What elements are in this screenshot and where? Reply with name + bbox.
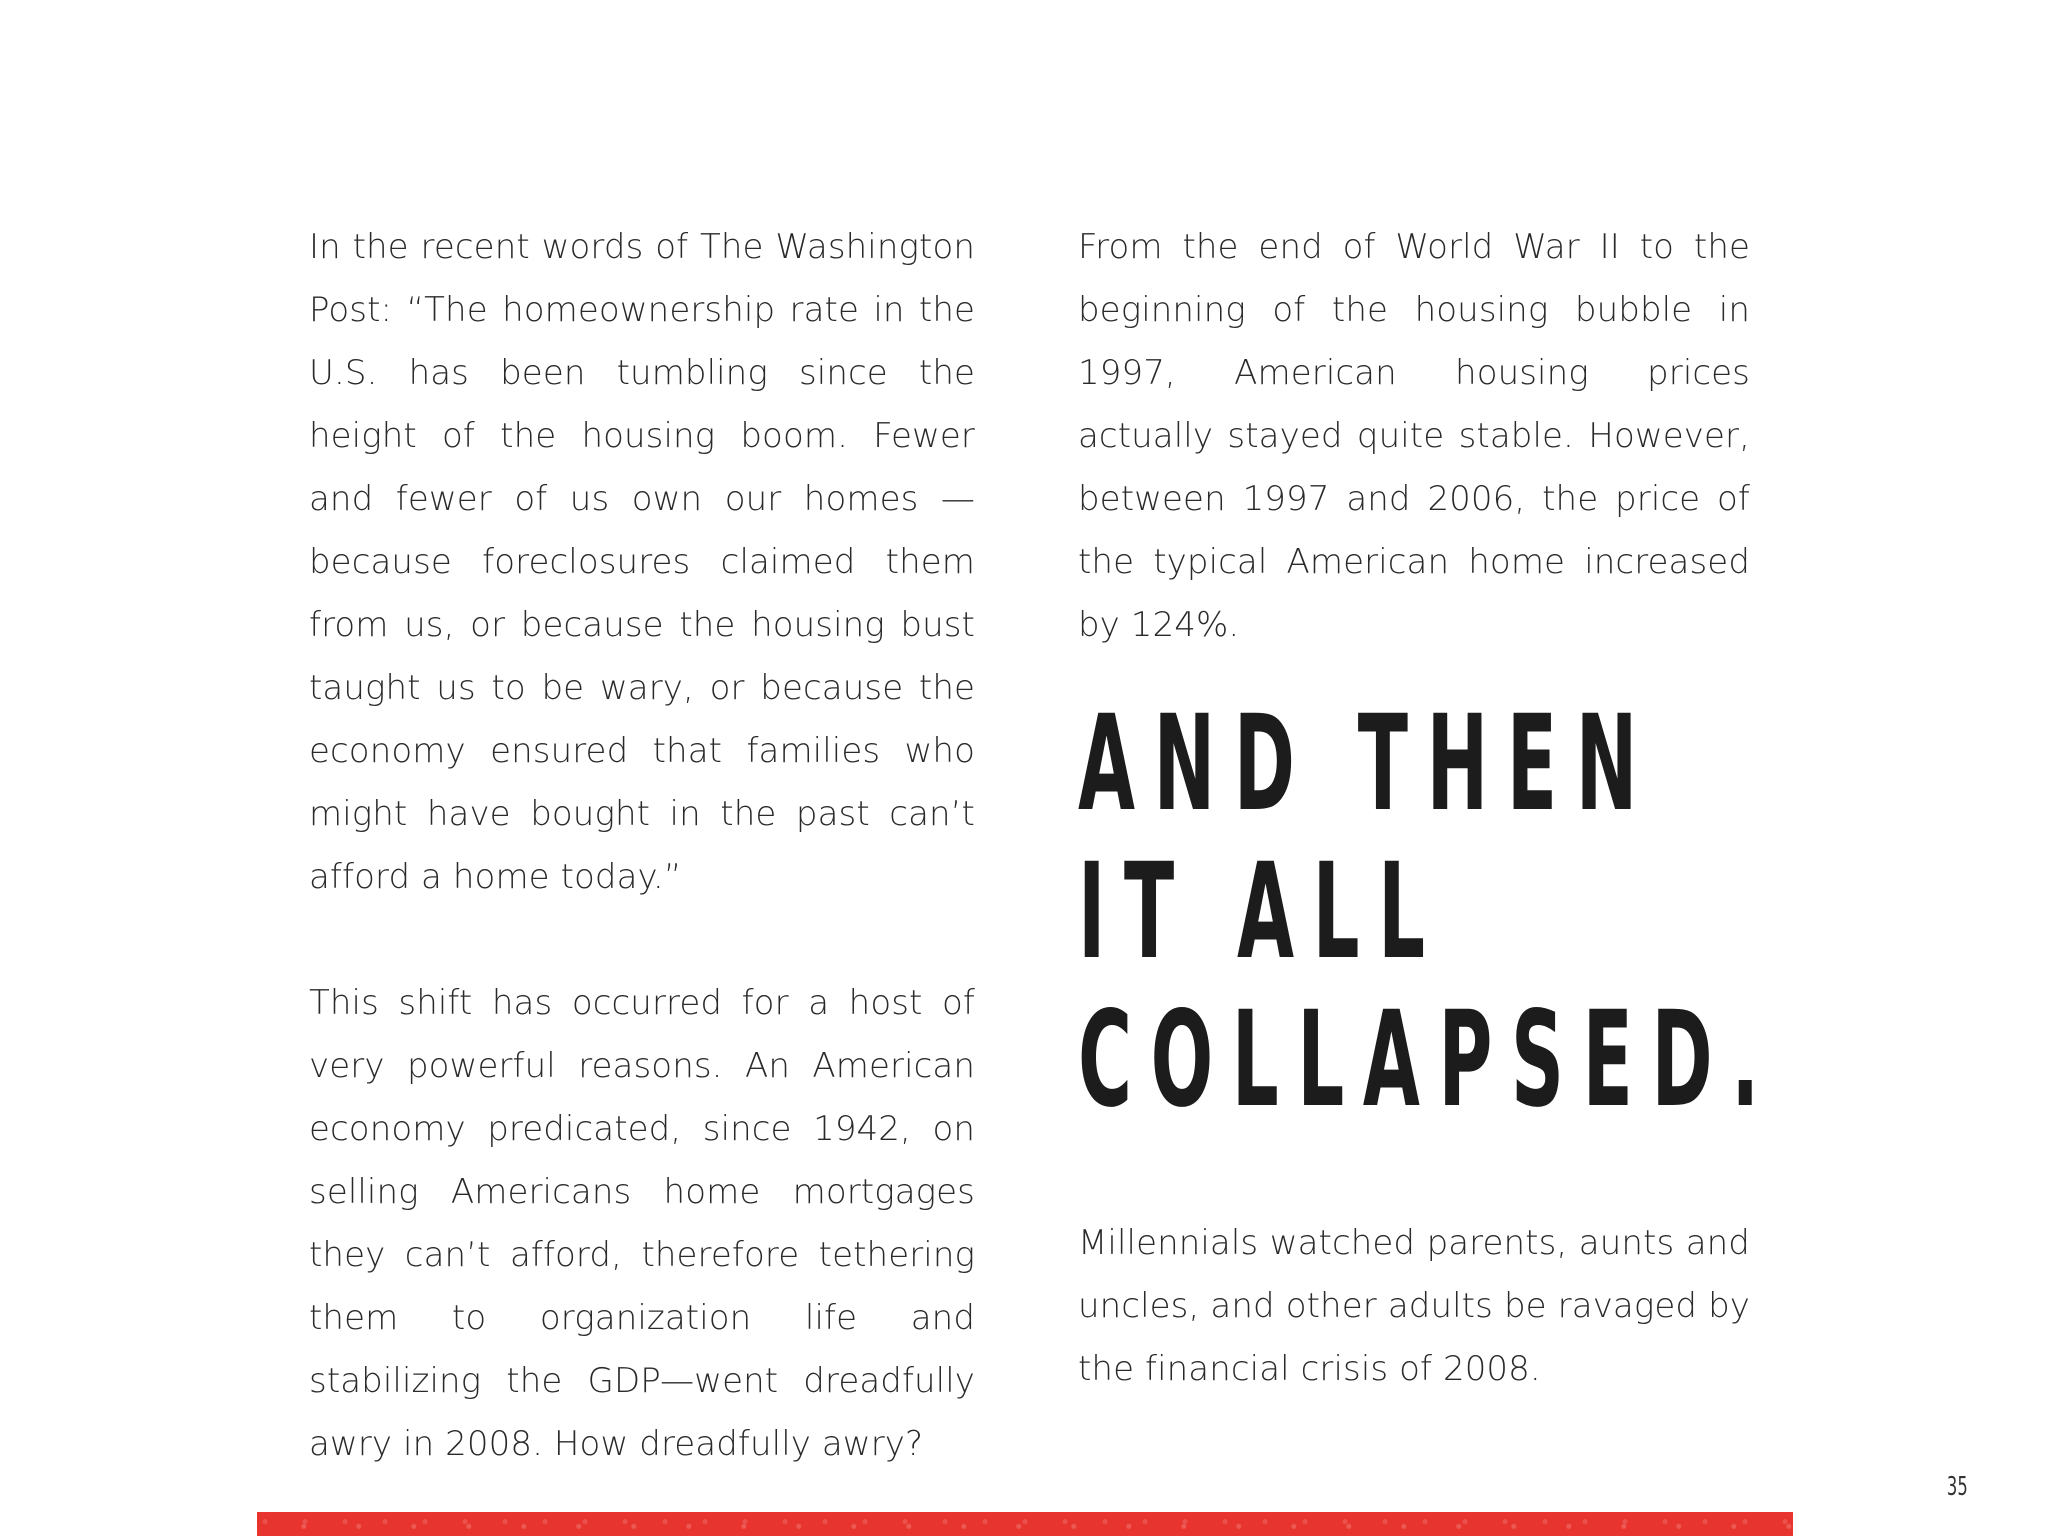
left-paragraph-1: In the recent words of The Washington Post: “The homeownership rate in the U.S. has been tumbling since the height of the housing boom. Fewer and fewer of us own our homes — because foreclosures claimed them from us, or because the housing bust taught us to be wary, or because the economy ensured that families who might have bought in the past can’t afford a home today.” xyxy=(309,227,975,897)
footer-accent-bar xyxy=(257,1512,1793,1536)
page-number: 35 xyxy=(1947,1472,1968,1502)
left-column xyxy=(309,216,975,1476)
left-paragraph-2: This shift has occurred for a host of very powerful reasons. An American economy predicated, since 1942, on selling Americans home mortgages they can’t afford, therefore tethering them to organization life and stabilizing the GDP—went dreadfully awry in 2008. How dreadfully awry? xyxy=(309,983,975,1464)
right-paragraph-2: Millennials watched parents, aunts and uncles, and other adults be ravaged by the financial crisis of 2008. xyxy=(1078,1223,1750,1389)
headline-line-2: IT ALL xyxy=(1078,835,1444,989)
right-paragraph-1: From the end of World War II to the beginning of the housing bubble in 1997, American housing prices actually stayed quite stable. However, between 1997 and 2006, the price of the typical American home increased by 124%. xyxy=(1078,227,1750,645)
pull-quote-headline xyxy=(1078,687,1778,1137)
headline-line-1: AND THEN xyxy=(1078,687,1656,841)
headline-line-3: COLLAPSED. xyxy=(1078,983,1778,1137)
